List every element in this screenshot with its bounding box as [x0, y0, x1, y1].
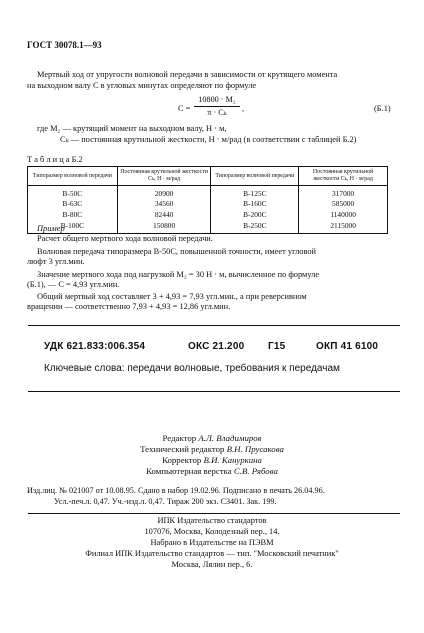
table-row [28, 220, 388, 233]
stiffness-table [27, 166, 388, 234]
example-p4a: Общий мертвый ход составляет 3 + 4,93 = 7,93 угл.мин., а при реверсивном [37, 292, 307, 301]
table-header-row [28, 167, 388, 186]
credit-editor [0, 433, 424, 444]
publisher-line-2: 107076, Москва, Колодезный пер., 14. [144, 527, 280, 536]
table-cell: 82440 [117, 209, 211, 220]
print-info-2: Усл.-печ.л. 0,47. Уч.-изд.л. 0,47. Тираж 200 экз. С3401. Зак. 199. [54, 497, 277, 506]
table-cell: В-250С [211, 220, 299, 233]
publisher-line-1: ИПК Издательство стандартов [157, 516, 267, 525]
credit-name: А.Л. Владимиров [198, 433, 262, 443]
divider-publisher [28, 513, 400, 514]
table-cell: В-50С [28, 186, 118, 199]
credit-name: С.В. Рябова [233, 466, 278, 476]
example-p2a: Волновая передача типоразмера В-50С, повышенной точности, имеет угловой [37, 247, 317, 256]
where-line-1: где M₂ — крутящий момент на выходном валу, Н · м, [37, 124, 227, 133]
table-header: Постоянная крутильной жесткости Cₖ, Н · м/рад [117, 167, 211, 186]
table-header: Типоразмер волновой передачи [28, 167, 118, 186]
credit-role: Редактор [162, 433, 199, 443]
print-info-1: Изд.лиц. № 021007 от 10.08.95. Сдано в набор 19.02.96. Подписано в печать 26.04.96. [27, 486, 325, 495]
table-cell: В-125С [211, 186, 299, 199]
credit-role: Компьютерная верстка [146, 466, 234, 476]
example-p3a: Значение мертвого хода под нагрузкой M₂ = 30 Н · м, вычисленное по формуле [37, 270, 320, 279]
table-cell: 20900 [117, 186, 211, 199]
table-cell: 1140000 [299, 209, 388, 220]
table-header: Типоразмер волновой передачи [211, 167, 299, 186]
credit-name: В.Н. Прусакова [226, 444, 284, 454]
formula-trail: , [242, 104, 245, 113]
divider-bottom [28, 391, 400, 392]
credit-corrector [0, 455, 424, 466]
table-cell: 317000 [299, 186, 388, 199]
oks-code: ОКС 21.200 [188, 341, 245, 352]
publisher-line-4: Филиал ИПК Издательство стандартов — тип. "Московский печатник" [85, 549, 339, 558]
udk-code: УДК 621.833:006.354 [44, 341, 146, 352]
formula-number: (Б.1) [374, 104, 391, 113]
table-cell: В-63С [28, 199, 118, 210]
table-cell: 34560 [117, 199, 211, 210]
table-header: Постоянная крутильной жесткости Cₖ, Н · м/рад [299, 167, 388, 186]
formula-fraction [194, 95, 240, 119]
credit-role: Технический редактор [140, 444, 227, 454]
table-cell: В-160С [211, 199, 299, 210]
divider-top [28, 325, 400, 326]
table-cell: 585000 [299, 199, 388, 210]
credit-role: Корректор [162, 455, 204, 465]
g-code: Г15 [268, 341, 286, 352]
table-row [28, 186, 388, 199]
table-caption: Т а б л и ц а Б.2 [27, 155, 83, 164]
example-p2b: люфт 3 угл.мин. [27, 257, 85, 266]
table-cell: В-80С [28, 209, 118, 220]
intro-line-2: на выходном валу С в угловых минутах определяют по формуле [27, 81, 257, 90]
formula-lhs: C = [178, 104, 191, 113]
table-cell: В-100С [28, 220, 118, 233]
example-p3b: (Б.1), — C = 4,93 угл.мин. [27, 280, 120, 289]
where-line-2: Cₖ — постоянная крутильной жесткости, Н · м/рад (в соответствии с таблицей Б.2) [60, 135, 357, 144]
table-cell: В-200С [211, 209, 299, 220]
formula-denominator: π · Cₖ [207, 108, 227, 118]
table-cell: 150800 [117, 220, 211, 233]
example-title: Пример [37, 224, 65, 233]
publisher-line-3: Набрано в Издательстве на ПЭВМ [150, 538, 274, 547]
formula-numerator: 10800 · M₂ [198, 95, 236, 104]
example-p1: Расчет общего мертвого хода волновой передачи. [37, 234, 213, 243]
page-header: ГОСТ 30078.1—93 [27, 40, 102, 50]
credit-layout [0, 466, 424, 477]
keywords: Ключевые слова: передачи волновые, требования к передачам [44, 363, 340, 374]
okp-code: ОКП 41 6100 [316, 341, 379, 352]
publisher-line-5: Москва, Лялин пер., 6. [171, 560, 253, 569]
credit-name: В.И. Кануркина [203, 455, 262, 465]
credit-tech-editor [0, 444, 424, 455]
table-cell: 2115000 [299, 220, 388, 233]
example-p4b: вращении — соответственно 7,93 + 4,93 = 12,86 угл.мин. [27, 302, 231, 311]
table-row [28, 209, 388, 220]
intro-line-1: Мертвый ход от упругости волновой передачи в зависимости от крутящего момента [37, 70, 338, 79]
table-row [28, 199, 388, 210]
